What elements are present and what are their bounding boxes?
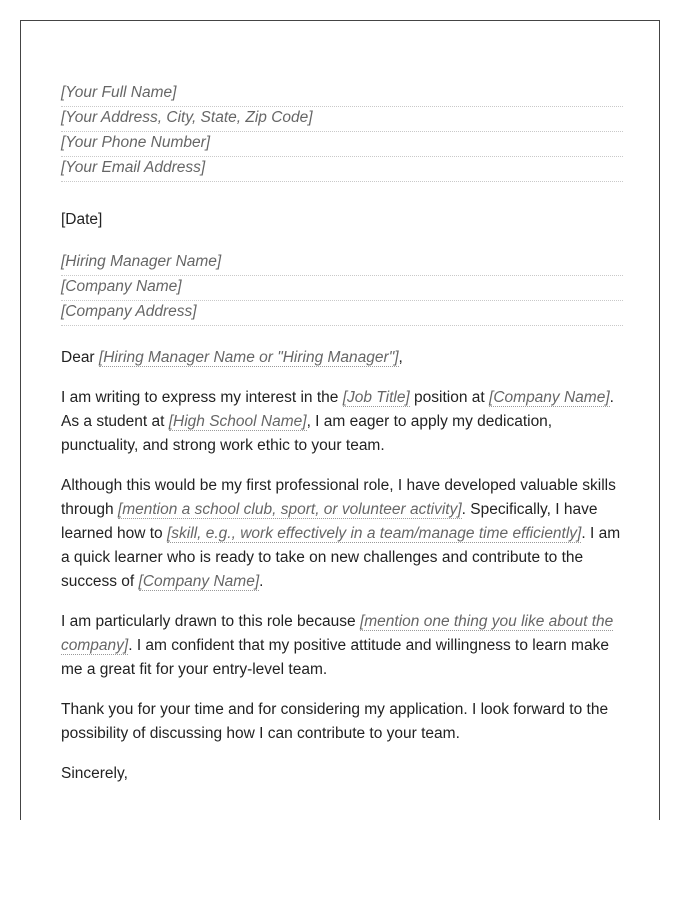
company-name-placeholder-2[interactable]: [Company Name]: [138, 573, 260, 590]
motivation-text-2: . I am confident that my positive attitude and willingness to learn make me a great fit for your entry-level team.: [61, 637, 609, 678]
job-title-placeholder[interactable]: [Job Title]: [342, 389, 410, 406]
sender-address-field[interactable]: [Your Address, City, State, Zip Code]: [61, 107, 623, 132]
sender-block: [61, 82, 623, 182]
paragraph-skills: [61, 474, 623, 594]
intro-text-2: position at: [409, 389, 490, 406]
skill-placeholder[interactable]: [skill, e.g., work effectively in a team/manage time efficiently]: [167, 525, 582, 542]
paragraph-thanks: Thank you for your time and for considering my application. I look forward to the possibility of discussing how I can contribute to your team.: [61, 701, 609, 742]
skills-text-2: . Specifically, I have learned how to: [61, 501, 598, 542]
skills-text-4: .: [259, 573, 264, 590]
reason-placeholder[interactable]: [mention one thing you like about the company]: [61, 613, 614, 654]
salutation: [61, 346, 623, 370]
intro-text-1: I am writing to express my interest in the: [61, 389, 343, 406]
salutation-suffix: ,: [398, 349, 403, 366]
sender-phone-field[interactable]: [Your Phone Number]: [61, 132, 623, 157]
recipient-address-field[interactable]: [Company Address]: [61, 301, 623, 326]
activity-placeholder[interactable]: [mention a school club, sport, or volunteer activity]: [117, 501, 462, 518]
paragraph-motivation: [61, 610, 623, 682]
salutation-prefix: Dear: [61, 349, 99, 366]
letter-content: [61, 82, 623, 786]
letter-page: [20, 20, 660, 820]
paragraph-intro: [61, 386, 623, 458]
sender-email-field[interactable]: [Your Email Address]: [61, 157, 623, 182]
intro-text-3: . As a student at: [61, 389, 614, 430]
motivation-text-1: I am particularly drawn to this role because: [61, 613, 360, 630]
closing: Sincerely,: [61, 765, 128, 782]
recipient-manager-field[interactable]: [Hiring Manager Name]: [61, 251, 623, 276]
date-field[interactable]: [Date]: [61, 211, 103, 228]
company-name-placeholder[interactable]: [Company Name]: [489, 389, 610, 406]
recipient-company-field[interactable]: [Company Name]: [61, 276, 623, 301]
skills-text-3: . I am a quick learner who is ready to take on new challenges and contribute to the success of: [61, 525, 621, 590]
salutation-name-placeholder[interactable]: [Hiring Manager Name or "Hiring Manager"]: [98, 349, 399, 366]
sender-name-field[interactable]: [Your Full Name]: [61, 82, 623, 107]
school-name-placeholder[interactable]: [High School Name]: [168, 413, 307, 430]
skills-text-1: Although this would be my first professional role, I have developed valuable skills through: [61, 477, 616, 518]
intro-text-4: , I am eager to apply my dedication, punctuality, and strong work ethic to your team.: [61, 413, 553, 454]
recipient-block: [61, 251, 623, 326]
